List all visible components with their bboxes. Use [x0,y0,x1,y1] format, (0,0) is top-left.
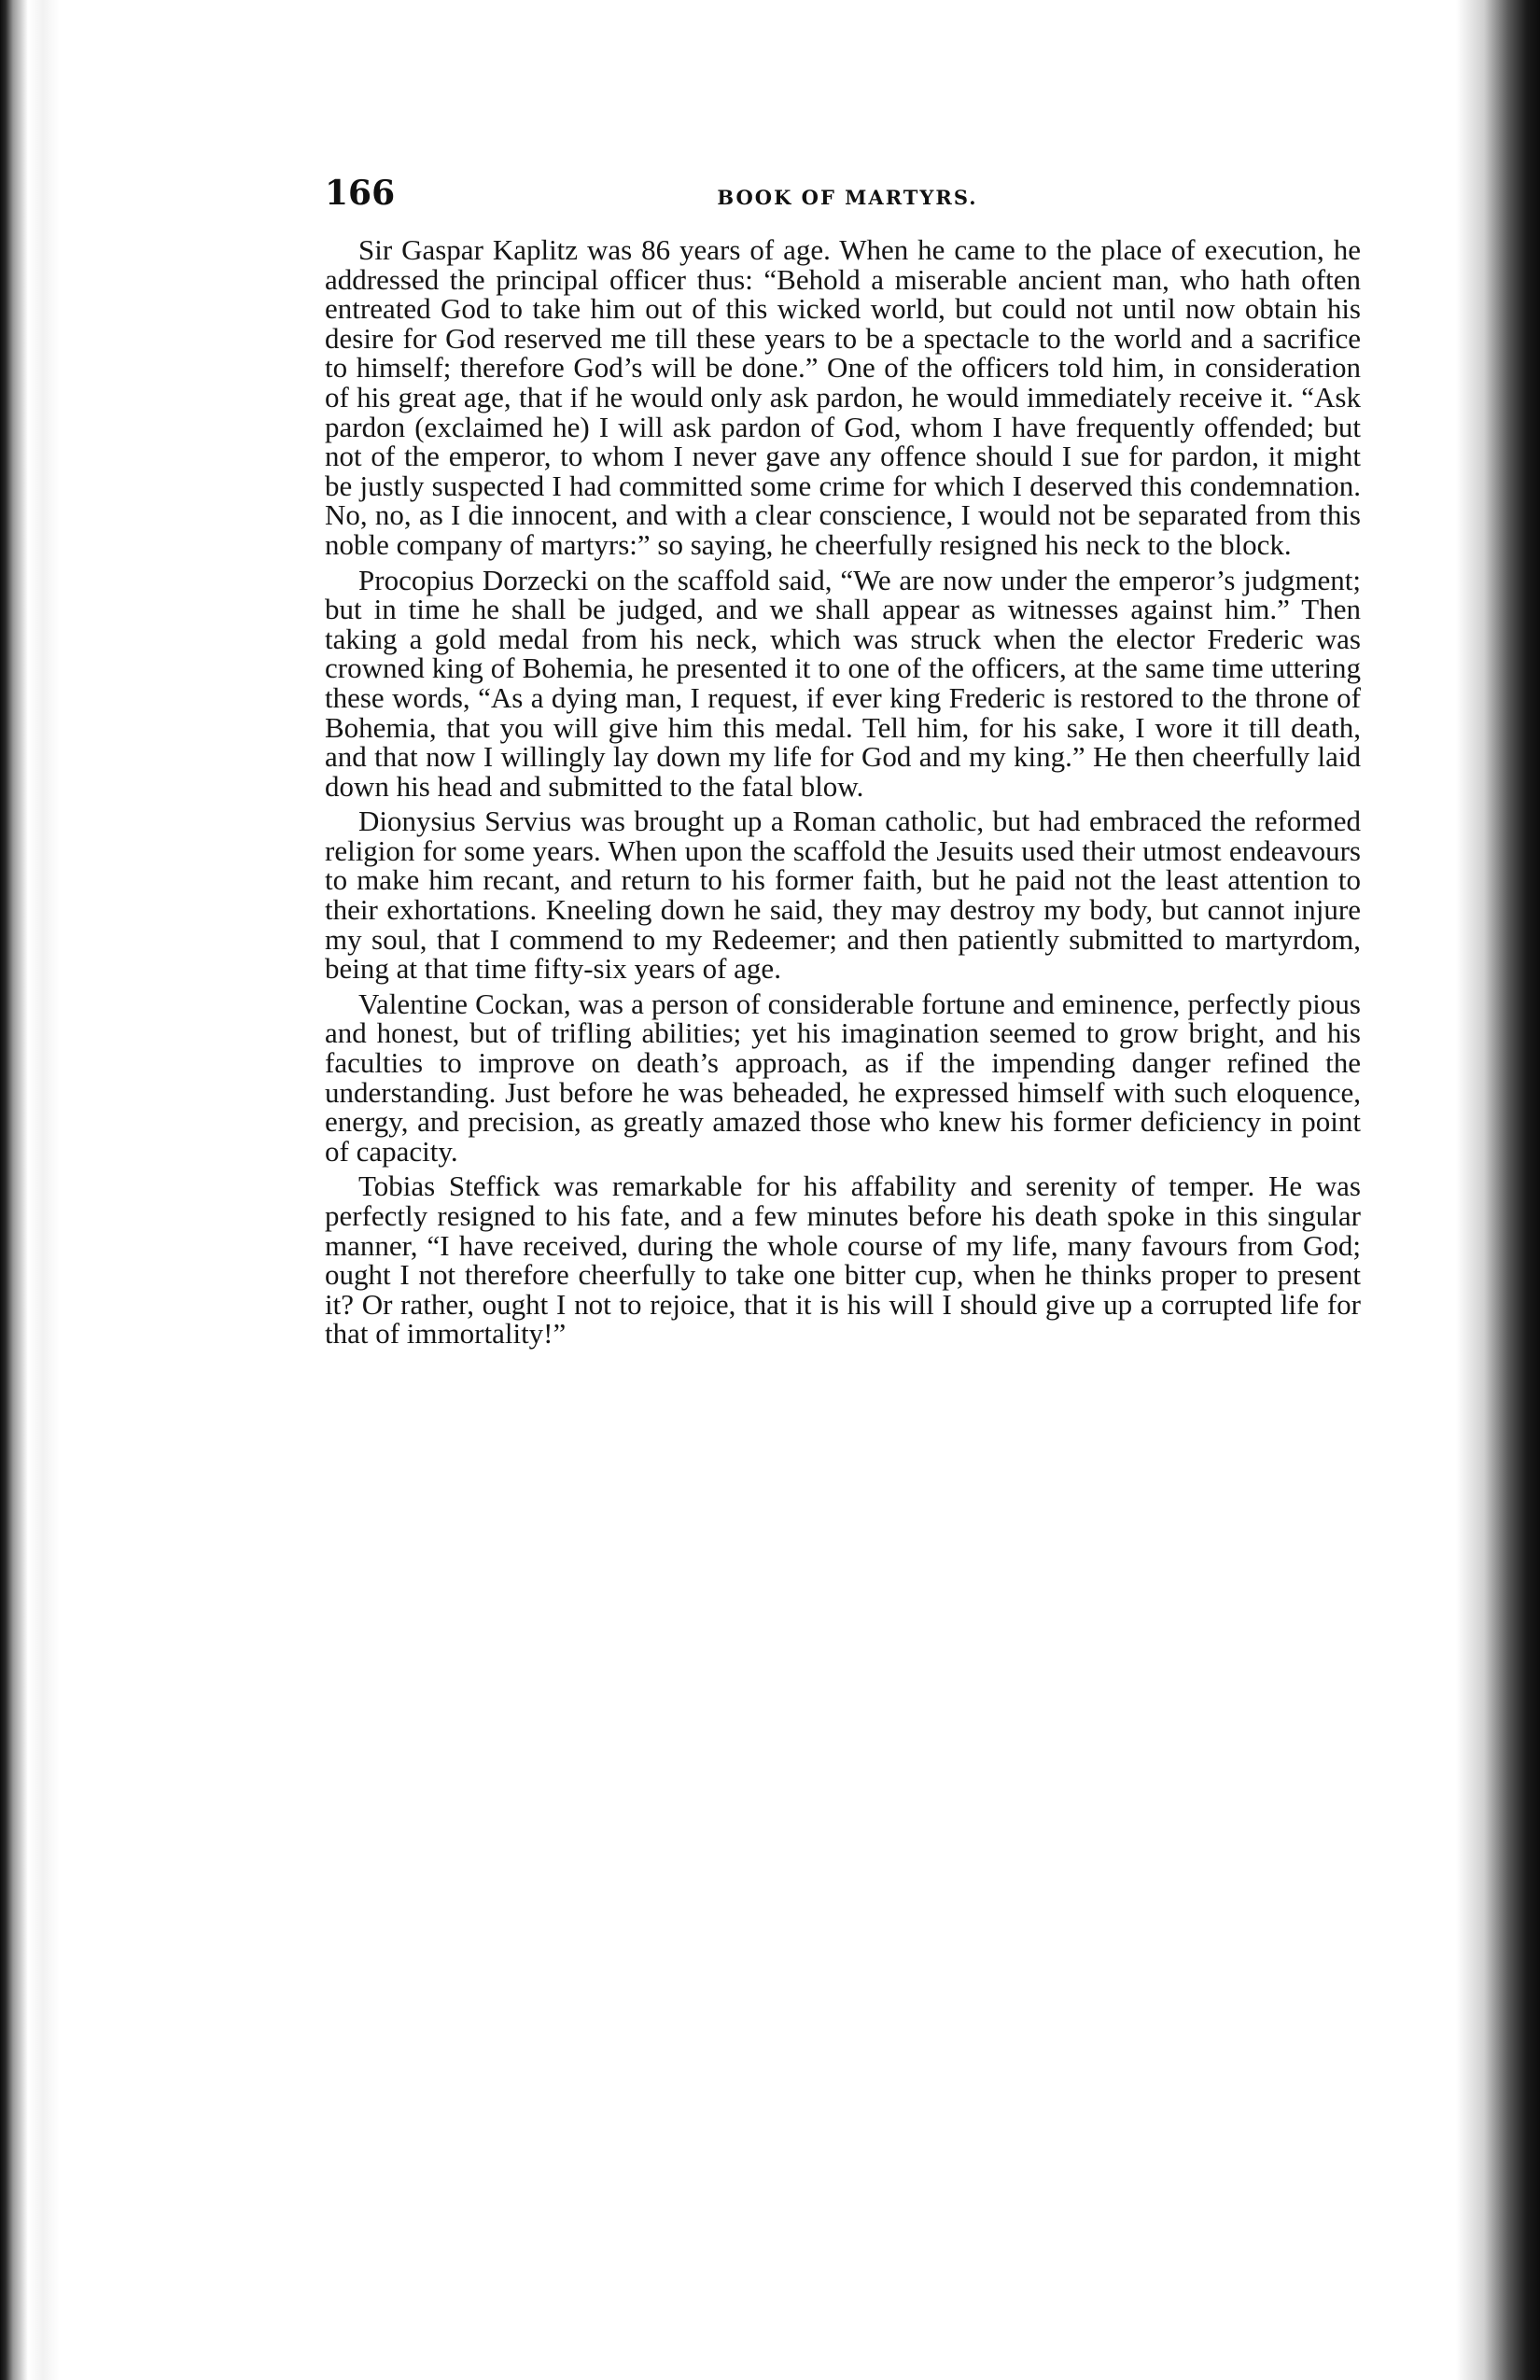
paragraph-servius: Dionysius Servius was brought up a Roman catholic, but had embraced the reformed religion for some years. When upon the scaffold the Jesuits used their utmost endeavours to make him recant, and return to his former faith, but he paid not the least attention to their exhortations. Kneeling down he said, they may destroy my body, but cannot injure my soul, that I commend to my Redeemer; and then patiently submitted to martyrdom, being at that time fifty-six years of age. [325,805,1361,986]
paragraph-steffick: Tobias Steffick was remarkable for his affability and serenity of temper. He was perfectly resigned to his fate, and a few minutes before his death spoke in this singular manner, “I have received, during the whole course of my life, many favours from God; ought I not therefore cheerfully to take one bitter cup, when he thinks proper to present it? Or rather, ought I not to rejoice, that it is his will I should give up a corrupted life for that of immortality!” [325,1169,1361,1351]
scan-binding-shadow-left [0,0,75,2380]
running-title: BOOK OF MARTYRS. [717,186,978,209]
page-body [325,235,1361,1349]
page-header [325,174,1361,226]
page-number: 166 [325,174,396,213]
paragraph-cockan: Valentine Cockan, was a person of considerable fortune and eminence, perfectly pious and honest, but of trifling abilities; yet his imagination seemed to grow bright, and his faculties to improve on death’s approach, as if the impending danger refined the understanding. Just before he was beheaded, he expressed himself with such eloquence, energy, and precision, as greatly amazed those who knew his former deficiency in point of capacity. [325,987,1361,1168]
scan-page-edge-right [1456,0,1540,2380]
book-page [325,174,1361,1354]
paragraph-dorzecki: Procopius Dorzecki on the scaffold said, “We are now under the emperor’s judgment; but in time he shall be judged, and we shall appear as witnesses against him.” Then taking a gold medal from his neck, which was struck when the elector Frederic was crowned king of Bohemia, he presented it to one of the officers, at the same time uttering these words, “As a dying man, I request, if ever king Frederic is restored to the throne of Bohemia, that you will give him this medal. Tell him, for his sake, I wore it till death, and that now I willingly lay down my life for God and my king.” He then cheerfully laid down his head and submitted to the fatal blow. [325,563,1361,803]
paragraph-kaplitz: Sir Gaspar Kaplitz was 86 years of age. When he came to the place of execution, he addressed the principal officer thus: “Behold a miserable ancient man, who hath often entreated God to take him out of this wicked world, but could not until now obtain his desire for God reserved me till these years to be a spectacle to the world and a sacrifice to himself; therefore God’s will be done.” One of the officers told him, in consideration of his great age, that if he would only ask pardon, he would immediately receive it. “Ask pardon (exclaimed he) I will ask pardon of God, whom I have frequently offended; but not of the emperor, to whom I never gave any offence should I sue for pardon, it might be justly suspected I had committed some crime for which I deserved this condemnation. No, no, as I die innocent, and with a clear conscience, I would not be separated from this noble company of martyrs:” so saying, he cheerfully resigned his neck to the block. [325,233,1361,561]
